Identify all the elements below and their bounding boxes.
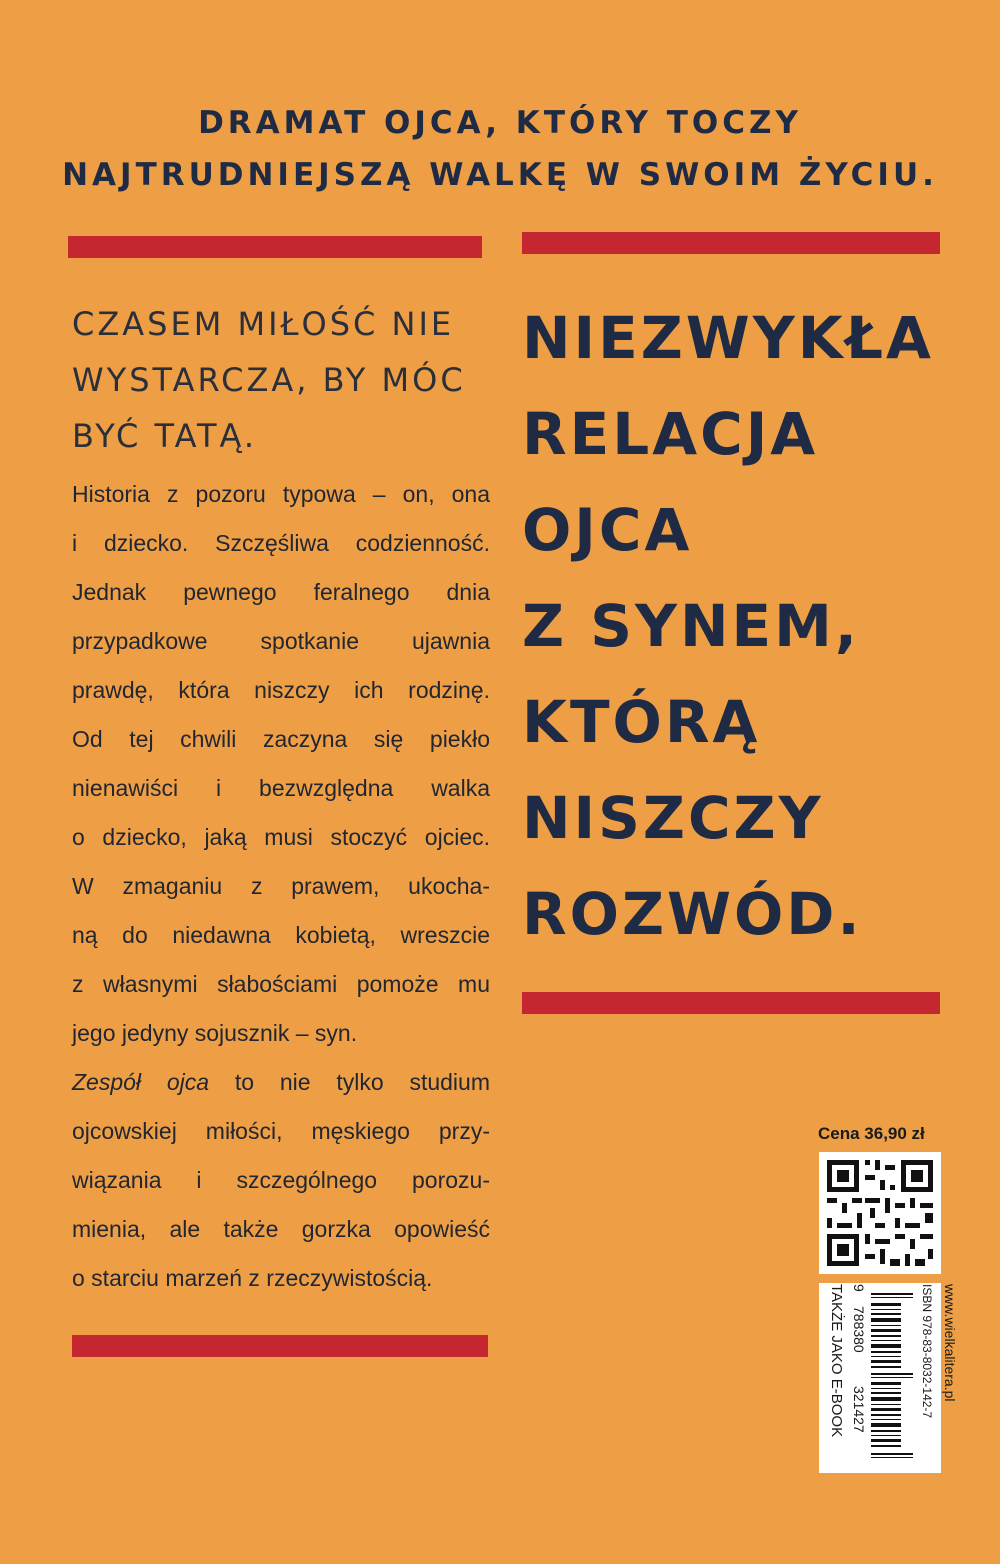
qr-code-icon — [819, 1152, 941, 1274]
blurb-line: z własnymi słabościami pomoże mu — [72, 971, 490, 997]
blurb-line: i dziecko. Szczęśliwa codzienność. — [72, 530, 490, 556]
headline-line: ROZWÓD. — [522, 880, 863, 948]
blurb-line: prawdę, która niszczy ich rodzinę. — [72, 677, 490, 703]
blurb-title-line — [72, 1058, 490, 1107]
blurb-line: Od tej chwili zaczyna się piekło — [72, 726, 490, 752]
barcode-group-2: 321427 — [851, 1386, 867, 1433]
headline-line: NIEZWYKŁA — [522, 304, 934, 372]
tagline-line-1: DRAMAT OJCA, KTÓRY TOCZY — [198, 105, 802, 141]
headline — [522, 290, 962, 962]
blurb-line: ojcowskiej miłości, męskiego przy- — [72, 1118, 490, 1144]
blurb-line: nienawiści i bezwzględna walka — [72, 775, 490, 801]
blurb-line: o dziecko, jaką musi stoczyć ojciec. — [72, 824, 490, 850]
book-title: Zespół ojca — [72, 1069, 210, 1095]
ebook-note: TAKŻE JAKO E-BOOK — [828, 1284, 845, 1438]
barcode-group-1: 788380 — [851, 1306, 867, 1353]
accent-bar-left-bottom — [72, 1335, 488, 1357]
headline-line: KTÓRĄ — [522, 688, 761, 756]
blurb-line: jego jedyny sojusznik – syn. — [72, 1020, 358, 1046]
lead-line: WYSTARCZA, BY MÓC — [72, 361, 466, 399]
blurb-title-rest: to nie tylko studium — [209, 1069, 490, 1095]
lead-text — [72, 296, 492, 464]
accent-bar-right-top — [522, 232, 940, 254]
headline-line: Z SYNEM, — [522, 592, 860, 660]
blurb-line: ną do niedawna kobietą, wreszcie — [72, 922, 490, 948]
lead-line: CZASEM MIŁOŚĆ NIE — [72, 305, 455, 343]
blurb-line: o starciu marzeń z rzeczywistością. — [72, 1265, 433, 1291]
blurb-line: Jednak pewnego feralnego dnia — [72, 579, 490, 605]
accent-bar-right-bottom — [522, 992, 940, 1014]
blurb-line: mienia, ale także gorzka opowieść — [72, 1216, 490, 1242]
blurb-line: przypadkowe spotkanie ujawnia — [72, 628, 490, 654]
isbn-number: ISBN 978-83-8032-142-7 — [920, 1284, 934, 1419]
blurb-line: wiązania i szczególnego porozu- — [72, 1167, 490, 1193]
barcode-first-digit: 9 — [851, 1284, 867, 1292]
tagline-line-2: NAJTRUDNIEJSZĄ WALKĘ W SWOIM ŻYCIU. — [62, 157, 938, 193]
price-label: Cena 36,90 zł — [818, 1124, 925, 1143]
headline-line: NISZCZY — [522, 784, 824, 852]
accent-bar-left-top — [68, 236, 482, 258]
blurb-line: Historia z pozoru typowa – on, ona — [72, 481, 490, 507]
lead-line: BYĆ TATĄ. — [72, 417, 258, 455]
blurb-line: W zmaganiu z prawem, ukocha- — [72, 873, 490, 899]
publisher-website: www.wielkalitera.pl — [942, 1284, 958, 1402]
qr-code — [819, 1152, 941, 1274]
headline-line: RELACJA — [522, 400, 819, 468]
headline-line: OJCA — [522, 496, 693, 564]
blurb-text — [72, 470, 490, 1303]
